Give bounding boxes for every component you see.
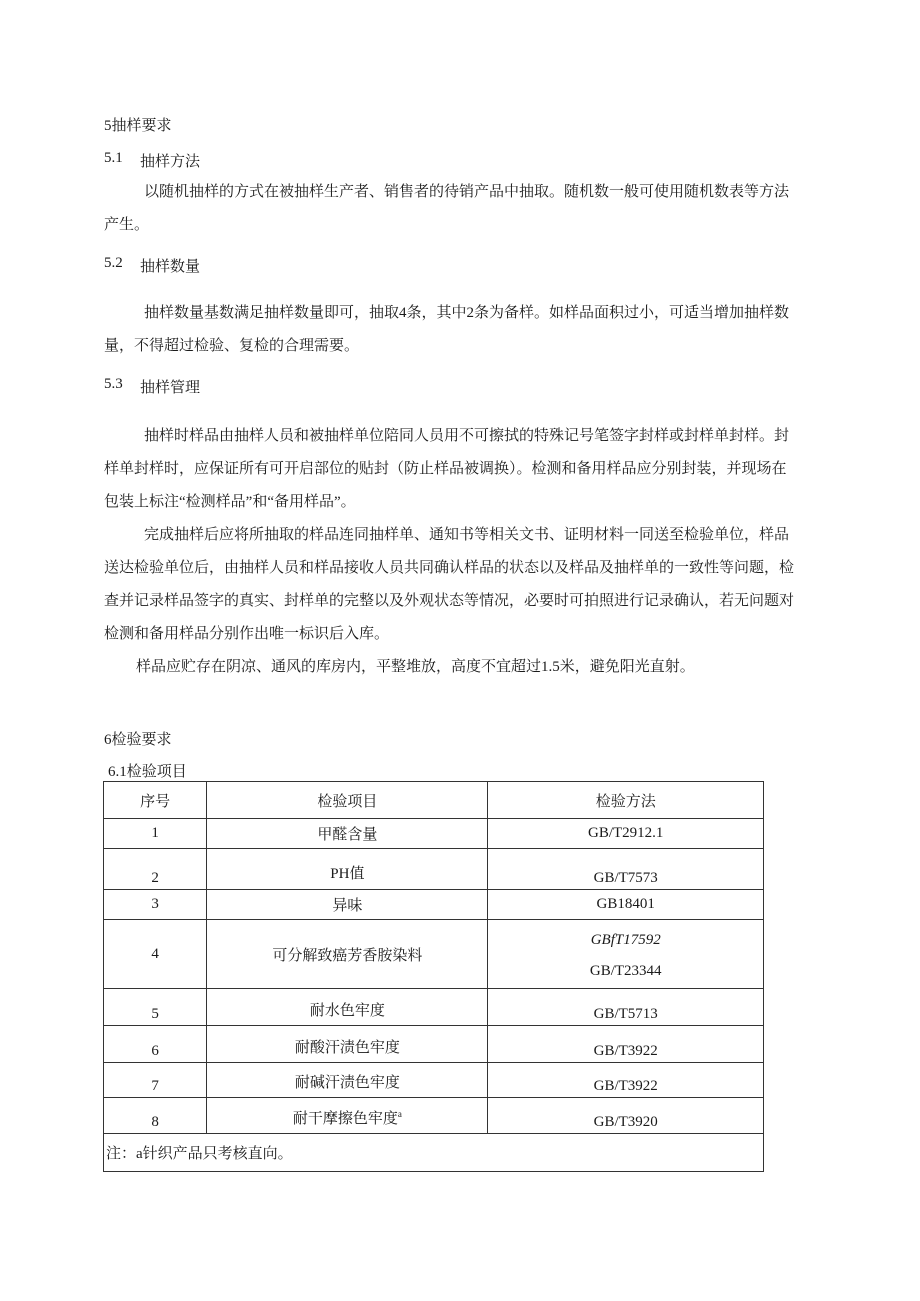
paragraph-line: 包装上标注“检测样品”和“备用样品”。 (104, 494, 356, 510)
table-row (104, 989, 764, 1026)
cell-no: 4 (104, 920, 207, 989)
cell-item: 可分解致癌芳香胺染料 (207, 920, 488, 989)
paragraph-line: 完成抽样后应将所抽取的样品连同抽样单、通知书等相关文书、证明材料一同送至检验单位，样品 (144, 527, 790, 543)
section-5-2-body (104, 297, 816, 363)
table-row (104, 1063, 764, 1098)
cell-method: GB/T7573 (488, 849, 764, 890)
table-row (104, 849, 764, 890)
cell-no: 1 (104, 819, 207, 849)
paragraph-line: 样品应贮存在阴凉、通风的库房内，平整堆放，高度不宜超过1.5米，避免阳光直射。 (136, 659, 695, 675)
paragraph-line: 送达检验单位后，由抽样人员和样品接收人员共同确认样品的状态以及样品及抽样单的一致性等问题，检 (104, 560, 795, 576)
cell-item: 异味 (207, 890, 488, 920)
header-cell: 检验方法 (488, 782, 764, 819)
cell-no: 2 (104, 849, 207, 890)
section-5-3-title: 抽样管理 (140, 380, 201, 396)
cell-item (207, 1098, 488, 1134)
footnote-marker: a (397, 1109, 402, 1119)
table-header-row (104, 782, 764, 819)
header-cell: 检验项目 (207, 782, 488, 819)
table-row (104, 1026, 764, 1063)
cell-no: 3 (104, 890, 207, 920)
table-row (104, 819, 764, 849)
paragraph-line: 抽样时样品由抽样人员和被抽样单位陪同人员用不可擦拭的特殊记号笔签字封样或封样单封样。封 (144, 428, 790, 444)
section-5-title: 5抽样要求 (104, 118, 172, 134)
cell-method: GB/T3920 (488, 1098, 764, 1134)
cell-method: GB18401 (488, 890, 764, 920)
cell-method: GB/T5713 (488, 989, 764, 1026)
paragraph-line: 检测和备用样品分别作出唯一标识后入库。 (104, 626, 390, 642)
cell-item-text: 耐干摩擦色牢度 (292, 1111, 398, 1127)
cell-no: 8 (104, 1098, 207, 1134)
table-row (104, 890, 764, 920)
cell-item: PH值 (207, 849, 488, 890)
paragraph-line: 产生。 (104, 217, 150, 233)
cell-method: GB/T3922 (488, 1063, 764, 1098)
section-6-title: 6检验要求 (104, 732, 172, 748)
section-5-1-body (104, 176, 816, 242)
paragraph-line: 抽样数量基数满足抽样数量即可，抽取4条，其中2条为备样。如样品面积过小，可适当增加抽样数 (144, 305, 790, 321)
section-5-2-number: 5.2 (104, 255, 123, 271)
cell-method: GB/T3922 (488, 1026, 764, 1063)
table-row (104, 1098, 764, 1134)
cell-method (488, 920, 764, 989)
cell-no: 5 (104, 989, 207, 1026)
cell-method: GB/T2912.1 (488, 819, 764, 849)
paragraph-line: 样单封样时，应保证所有可开启部位的贴封（防止样品被调换）。检测和备用样品应分别封装，并现场在 (104, 461, 787, 477)
cell-item: 耐碱汗渍色牢度 (207, 1063, 488, 1098)
table-caption: 6.1检验项目 (108, 764, 187, 780)
section-5-3-body (104, 420, 816, 684)
cell-item: 耐酸汗渍色牢度 (207, 1026, 488, 1063)
section-5-1-number: 5.1 (104, 150, 123, 166)
cell-item: 耐水色牢度 (207, 989, 488, 1026)
inspection-table (103, 781, 764, 1172)
header-cell: 序号 (104, 782, 207, 819)
method-line: GBfT17592 (590, 932, 661, 948)
cell-no: 7 (104, 1063, 207, 1098)
cell-no: 6 (104, 1026, 207, 1063)
section-5-1-title: 抽样方法 (140, 154, 201, 170)
paragraph-line: 量，不得超过检验、复检的合理需要。 (104, 338, 360, 354)
table-note-row (104, 1134, 764, 1172)
paragraph-line: 以随机抽样的方式在被抽样生产者、销售者的待销产品中抽取。随机数一般可使用随机数表等方法 (144, 184, 790, 200)
table-row (104, 920, 764, 989)
cell-item: 甲醛含量 (207, 819, 488, 849)
section-5-3-number: 5.3 (104, 376, 123, 392)
paragraph-line: 查并记录样品签字的真实、封样单的完整以及外观状态等情况，必要时可拍照进行记录确认，若无问题对 (104, 593, 795, 609)
method-line: GB/T23344 (589, 963, 662, 979)
section-5-2-title: 抽样数量 (140, 259, 201, 275)
table-note: 注：a针织产品只考核直向。 (104, 1134, 764, 1172)
